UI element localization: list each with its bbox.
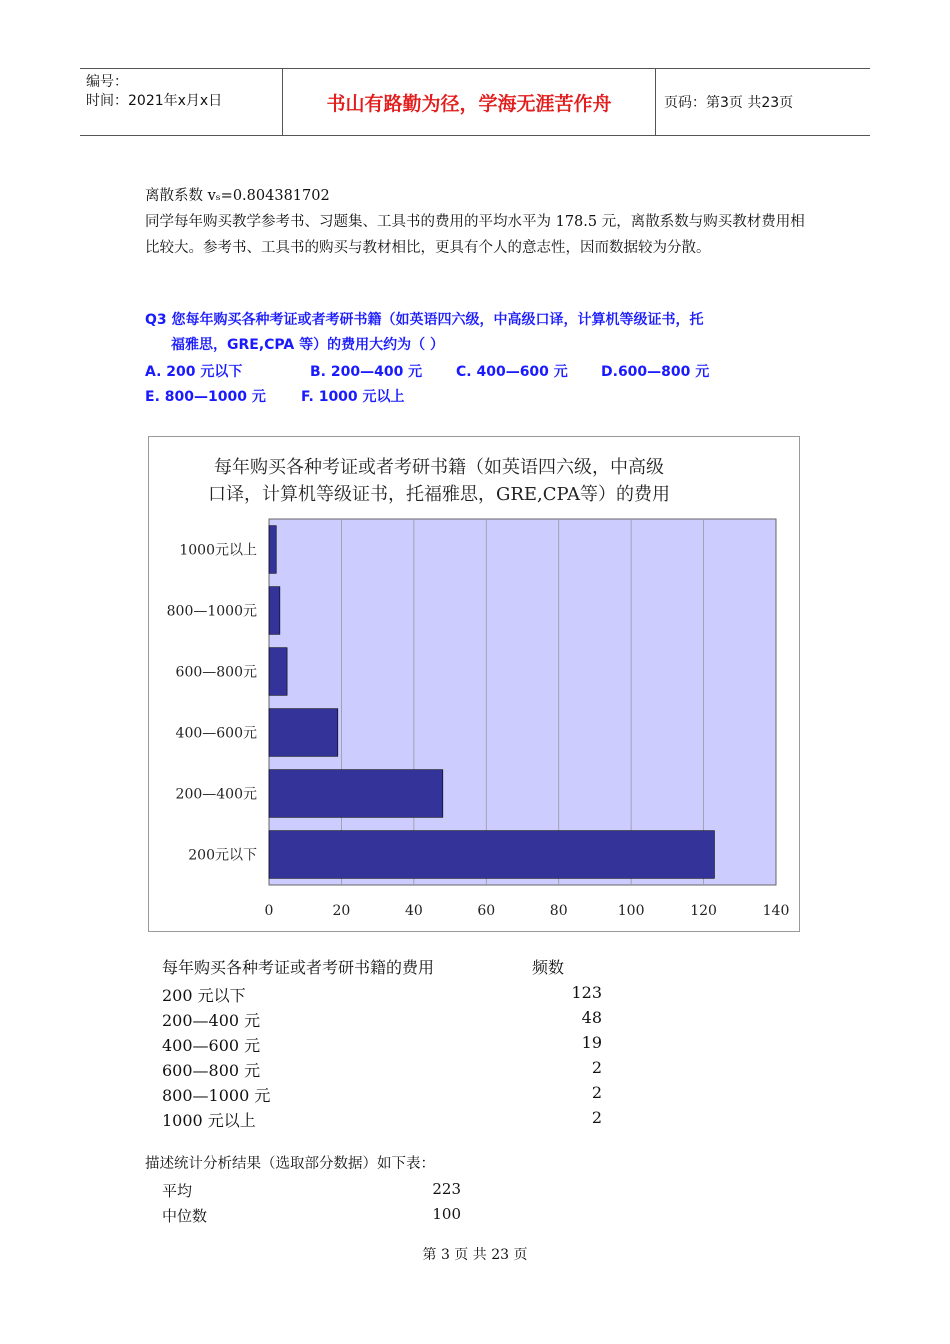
header-left	[80, 69, 282, 135]
category-label: 800—1000元	[166, 603, 257, 620]
stats-intro: 描述统计分析结果（选取部分数据）如下表：	[145, 1156, 435, 1172]
freq-row-label: 800—1000 元	[162, 1086, 271, 1105]
freq-row-label: 200 元以下	[162, 986, 246, 1005]
bar	[269, 587, 280, 635]
option-b: B. 200—400 元	[310, 364, 423, 380]
category-label: 400—600元	[175, 725, 257, 742]
bar	[269, 648, 287, 696]
category-label: 1000元以上	[179, 542, 257, 559]
bar	[269, 526, 276, 574]
x-tick-label: 40	[404, 903, 423, 919]
freq-row-label: 200—400 元	[162, 1011, 261, 1030]
x-tick-label: 100	[617, 903, 645, 919]
x-tick-label: 140	[762, 903, 790, 919]
freq-header-item: 每年购买各种考证或者考研书籍的费用	[162, 958, 435, 977]
option-a: A. 200 元以下	[145, 364, 243, 380]
x-tick-label: 80	[549, 903, 568, 919]
analysis-text: 同学每年购买教学参考书、习题集、工具书的费用的平均水平为 178.5 元，离散系数与购买教材费用相比较大。参考书、工具书的购买与教材相比，更具有个人的意志性，因而数据较为分散。	[145, 214, 805, 256]
freq-row-count: 2	[591, 1058, 602, 1077]
x-tick-label: 20	[332, 903, 351, 919]
category-labels	[167, 543, 257, 864]
chart-title-line-1: 每年购买各种考证或者考研书籍（如英语四六级，中高级	[214, 457, 664, 478]
stats-label-median: 中位数	[162, 1207, 208, 1225]
plot-area	[269, 519, 776, 885]
option-d: D.600—800 元	[601, 364, 710, 380]
freq-row-count: 2	[591, 1083, 602, 1102]
category-label: 200—400元	[175, 786, 257, 803]
x-tick-labels	[265, 903, 790, 919]
stats-value-median: 100	[432, 1205, 461, 1223]
category-label: 600—800元	[175, 664, 257, 681]
question-line-2: 福雅思，GRE,CPA 等）的费用大约为（ ）	[171, 337, 444, 353]
header-motto: 书山有路勤为径，学海无涯苦作舟	[282, 69, 656, 135]
stats-value-mean: 223	[432, 1180, 461, 1198]
stats-label-mean: 平均	[162, 1182, 193, 1200]
page-footer: 第 3 页 共 23 页	[422, 1247, 528, 1263]
option-f: F. 1000 元以上	[301, 389, 405, 405]
dispersion-text: 离散系数 vₛ=0.804381702	[145, 188, 330, 204]
category-label: 200元以下	[188, 847, 257, 864]
freq-row-count: 19	[581, 1033, 602, 1052]
bar	[269, 770, 443, 818]
freq-row-label: 400—600 元	[162, 1036, 261, 1055]
freq-row-count: 48	[581, 1008, 602, 1027]
x-tick-label: 60	[477, 903, 496, 919]
header-time: 时间：2021年x月x日	[86, 93, 223, 109]
chart-title-line-2: 口译，计算机等级证书，托福雅思，GRE,CPA等）的费用	[207, 484, 671, 505]
x-tick-label: 120	[690, 903, 717, 919]
bar	[269, 831, 714, 879]
bar-chart-svg	[149, 437, 799, 931]
freq-row-label: 600—800 元	[162, 1061, 261, 1080]
option-c: C. 400—600 元	[456, 364, 568, 380]
page-header	[80, 68, 870, 136]
freq-row-count: 2	[591, 1108, 602, 1127]
question-q3	[145, 308, 825, 358]
freq-row-count: 123	[571, 983, 602, 1002]
bar	[269, 709, 338, 757]
x-tick-label: 0	[264, 903, 274, 919]
freq-header-count: 频数	[532, 958, 565, 977]
freq-row-label: 1000 元以上	[162, 1111, 256, 1130]
option-e: E. 800—1000 元	[145, 389, 266, 405]
header-page: 页码：第3页 共23页	[664, 95, 794, 111]
question-line-1: Q3 您每年购买各种考证或者考研书籍（如英语四六级，中高级口译，计算机等级证书，托	[145, 312, 704, 328]
bar-chart	[148, 436, 800, 932]
header-code: 编号：	[86, 74, 128, 90]
